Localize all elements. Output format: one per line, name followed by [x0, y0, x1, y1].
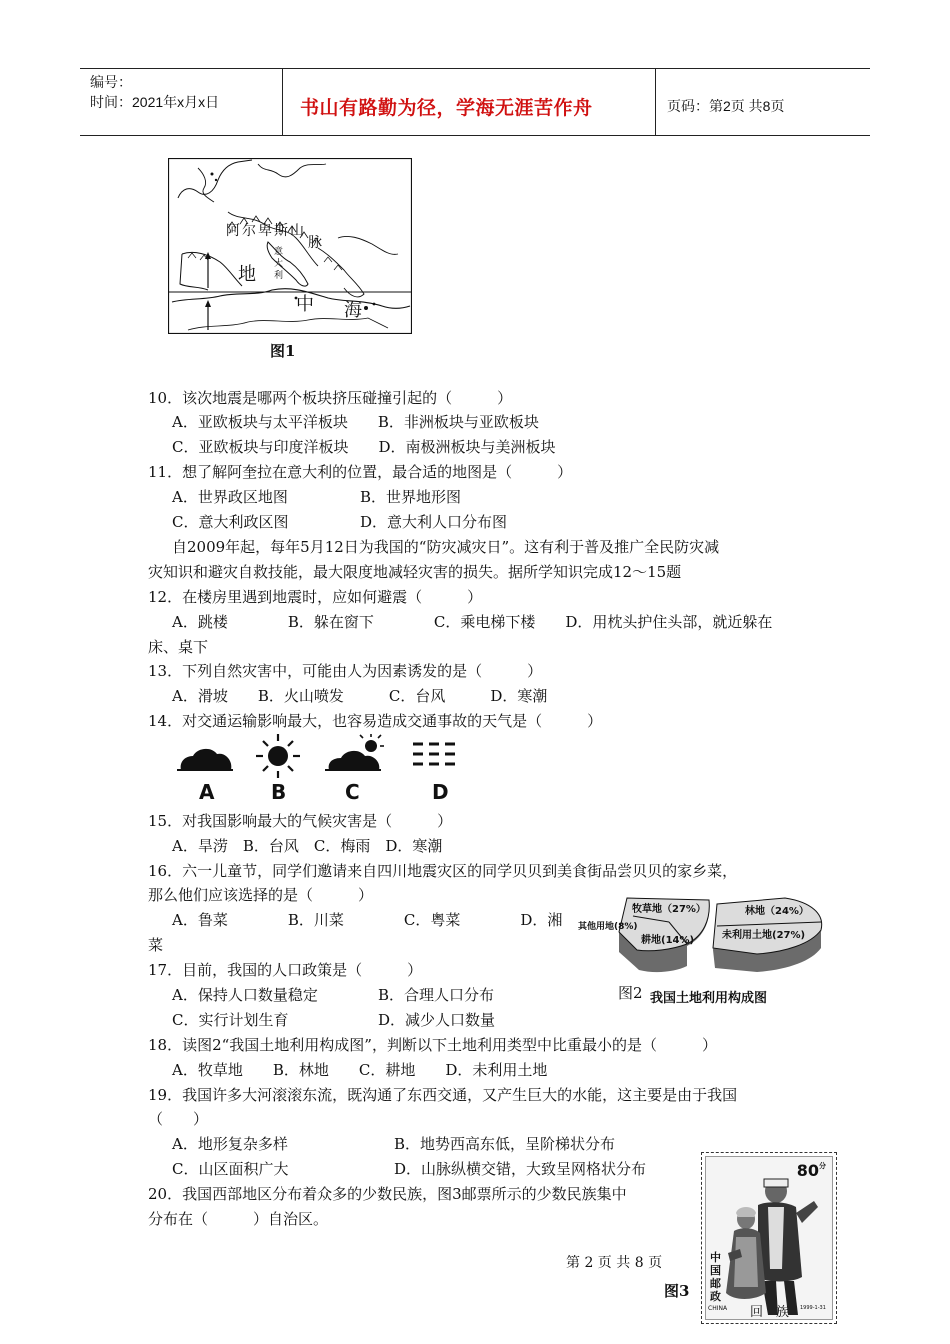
map-label-di: 地 — [238, 264, 256, 285]
figure2-caption: 图2 — [618, 984, 643, 1002]
header-divider — [655, 68, 656, 135]
stamp-china-label: CHINA — [708, 1305, 728, 1312]
question-16-line2: 那么他们应该选择的是（ ） — [148, 886, 374, 904]
partly-cloudy-icon — [325, 734, 384, 770]
q10-options-cd: C．亚欧板块与印度洋板块 D．南极洲板块与美洲板块 — [172, 438, 556, 456]
q18-options: A．牧草地 B．林地 C．耕地 D．未利用土地 — [172, 1061, 548, 1079]
map-label-italy: 意大利 — [274, 247, 284, 281]
map-label-alps: 阿尔卑斯山 — [226, 223, 306, 239]
weather-option-d: D — [432, 780, 449, 804]
q11-option-c: C．意大利政区图 — [172, 513, 289, 531]
question-11: 11．想了解阿奎拉在意大利的位置，最合适的地图是（ ） — [148, 463, 573, 481]
figure1-caption: 图1 — [270, 342, 296, 360]
stamp-ethnic-label: 回 族 — [750, 1305, 790, 1320]
map-label-alps-end: 脉 — [308, 235, 322, 251]
q19-option-a: A．地形复杂多样 — [172, 1135, 288, 1153]
q19-option-d: D．山脉纵横交错，大致呈网格状分布 — [394, 1160, 647, 1178]
footer-page-number: 第 2 页 共 8 页 — [566, 1255, 663, 1271]
map-label-zhong: 中 — [296, 294, 314, 315]
q16-options: A．鲁菜 B．川菜 C．粤菜 D．湘 — [172, 911, 563, 929]
pie-label-unused: 未利用土地(27%) — [722, 930, 806, 941]
intro-paragraph-line2: 灾知识和避灾自救技能，最大限度地减轻灾害的损失。据所学知识完成12～15题 — [148, 563, 682, 581]
q12-continuation: 床、桌下 — [148, 638, 209, 656]
question-15: 15．对我国影响最大的气候灾害是（ ） — [148, 812, 453, 830]
question-10: 10．该次地震是哪两个板块挤压碰撞引起的（ ） — [148, 389, 513, 407]
serial-label: 编号： — [90, 74, 132, 90]
question-17: 17．目前，我国的人口政策是（ ） — [148, 961, 423, 979]
figure3-caption: 图3 — [664, 1282, 690, 1300]
q19-option-b: B．地势西高东低，呈阶梯状分布 — [394, 1135, 616, 1153]
stamp-post-label: 中国邮政 — [710, 1251, 721, 1303]
question-18: 18．读图2“我国土地利用构成图”，判断以下土地利用类型中比重最小的是（ ） — [148, 1036, 717, 1054]
q15-options: A．旱涝 B．台风 C．梅雨 D．寒潮 — [172, 837, 443, 855]
question-16-line1: 16．六一儿童节，同学们邀请来自四川地震灾区的同学贝贝到美食街品尝贝贝的家乡菜， — [148, 862, 738, 880]
stamp-code: 1999-1-31 — [800, 1305, 826, 1311]
q17-option-b: B．合理人口分布 — [378, 986, 495, 1004]
stamp-value — [797, 1161, 826, 1180]
question-19-line1: 19．我国许多大河滚滚东流，既沟通了东西交通，又产生巨大的水能，这主要是由于我国 — [148, 1086, 738, 1104]
weather-option-a: A — [199, 780, 215, 804]
date-label: 时间：2021年x月x日 — [90, 94, 220, 110]
q11-option-d: D．意大利人口分布图 — [360, 513, 508, 531]
weather-option-c: C — [345, 780, 360, 804]
weather-option-b: B — [271, 780, 287, 804]
europe-map-svg — [168, 158, 412, 334]
q13-options: A．滑坡 B．火山喷发 C．台风 D．寒潮 — [172, 687, 548, 705]
q11-option-b: B．世界地形图 — [360, 488, 462, 506]
stamp-value-number: 80 — [796, 1161, 819, 1180]
question-12: 12．在楼房里遇到地震时，应如何避震（ ） — [148, 588, 483, 606]
pie-label-other: 其他用地(8%) — [578, 922, 638, 932]
stamp-inner — [705, 1156, 833, 1320]
question-13: 13．下列自然灾害中，可能由人为因素诱发的是（ ） — [148, 662, 543, 680]
fog-icon — [413, 744, 455, 764]
figure1-map — [168, 158, 412, 334]
q10-options-ab: A．亚欧板块与太平洋板块 B．非洲板块与亚欧板块 — [172, 413, 539, 431]
q11-option-a: A．世界政区地图 — [172, 488, 288, 506]
map-label-hai: 海 — [344, 300, 362, 321]
question-14: 14．对交通运输影响最大，也容易造成交通事故的天气是（ ） — [148, 712, 603, 730]
figure2-title: 我国土地利用构成图 — [650, 991, 768, 1006]
weather-symbols — [175, 732, 475, 778]
pie-label-forest: 林地（24%） — [745, 906, 809, 917]
header-divider — [282, 68, 283, 135]
stamp-value-unit: 分 — [819, 1162, 826, 1170]
question-19-line2: （ ） — [148, 1110, 209, 1128]
header-top-rule — [80, 68, 870, 69]
cloudy-icon — [177, 749, 233, 770]
sunny-icon — [256, 734, 300, 778]
q16-continuation: 菜 — [148, 936, 164, 954]
pie-label-cultivated: 耕地(14%) — [641, 935, 695, 946]
intro-paragraph-line1: 自2009年起，每年5月12日为我国的“防灾减灾日”。这有利于普及推广全民防灾减 — [172, 538, 720, 556]
q17-option-c: C．实行计划生育 — [172, 1011, 289, 1029]
pie-label-pasture: 牧草地（27%） — [632, 904, 706, 915]
stamp-figures-illustration — [706, 1157, 832, 1319]
q17-option-a: A．保持人口数量稳定 — [172, 986, 318, 1004]
header-bottom-rule — [80, 135, 870, 136]
question-20-line2: 分布在（ ）自治区。 — [148, 1210, 329, 1228]
question-20-line1: 20．我国西部地区分布着众多的少数民族，图3邮票所示的少数民族集中 — [148, 1185, 627, 1203]
header-motto: 书山有路勤为径，学海无涯苦作舟 — [300, 97, 593, 119]
figure3-stamp — [701, 1152, 837, 1324]
q17-option-d: D．减少人口数量 — [378, 1011, 496, 1029]
q19-option-c: C．山区面积广大 — [172, 1160, 289, 1178]
page-number-label: 页码：第2页 共8页 — [667, 98, 785, 114]
q12-options: A．跳楼 B．躲在窗下 C．乘电梯下楼 D．用枕头护住头部，就近躲在 — [172, 613, 773, 631]
